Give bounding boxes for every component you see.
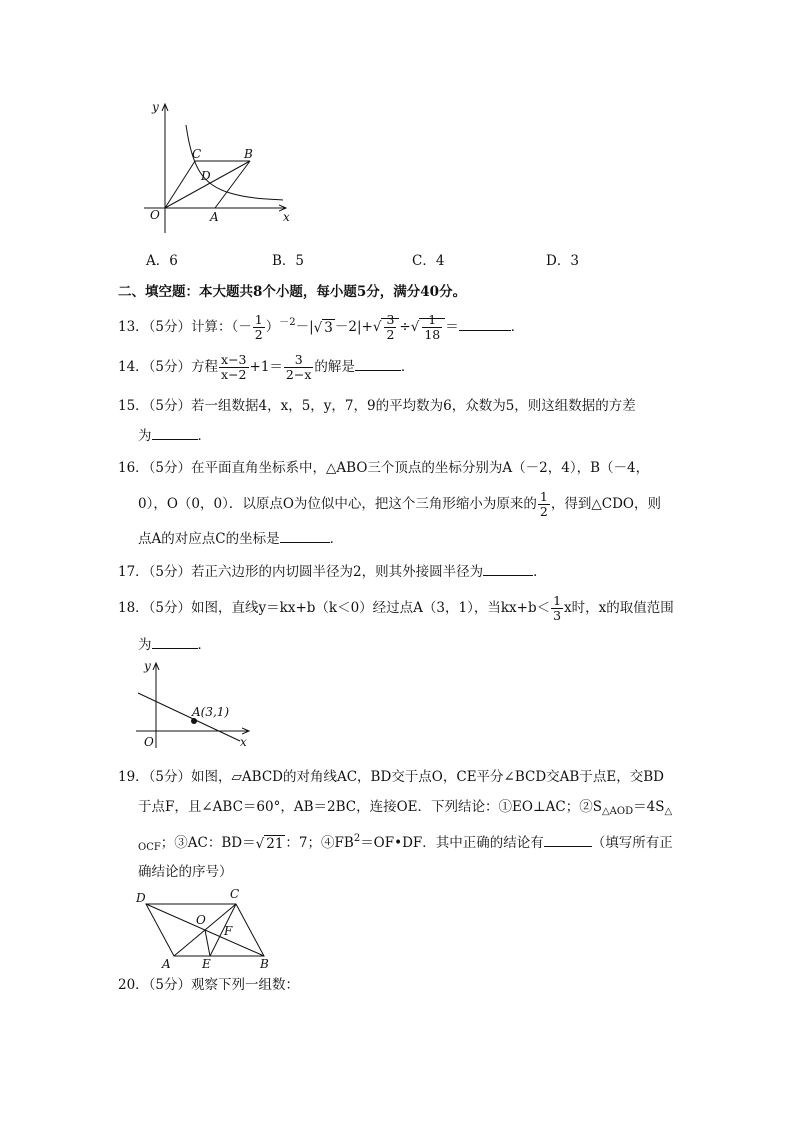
answer-blank[interactable] — [280, 528, 330, 543]
label-y: y — [144, 659, 151, 673]
segment-oe — [205, 930, 210, 956]
option-c: C．4 — [412, 253, 445, 269]
question-20: 20．（5分）观察下列一组数： — [118, 977, 300, 993]
label-e: E — [202, 957, 211, 970]
question-18: 18．（5分）如图，直线y＝kx+b（k＜0）经过点A（3，1），当kx+b＜ $\frac{1}{3}$ x时，x的取值范围 — [118, 593, 674, 623]
segment-ab — [215, 161, 250, 208]
label-c: C — [230, 887, 240, 901]
figure-q12 — [140, 95, 300, 235]
question-19-line2: 于点F，且∠ABC＝60°，AB＝2BC，连接OE．下列结论：①EO⊥AC；$②S_{\triangle AOD}=4S_\triangle$ — [138, 799, 673, 817]
label-a: A — [162, 957, 171, 970]
answer-blank[interactable] — [544, 832, 592, 847]
option-d: D．3 — [546, 253, 579, 269]
option-a: A．6 — [146, 253, 178, 269]
label-o: O — [196, 913, 206, 927]
section-title: 二、填空题：本大题共8个小题，每小题5分，满分40分。 — [118, 284, 467, 300]
label-a: A — [210, 210, 219, 224]
question-14: 14．（5分）方程 $\frac{x-3}{x-2}$ +1＝ $\frac{3}{2-x}$ 的解是 ． — [118, 352, 415, 382]
option-b: B．5 — [272, 253, 305, 269]
question-19-line3: $_{OCF}$；③AC：BD＝√ 21 ：7；$④FB^2=OF•DF$．其中正确的结论有 （填写所有正 — [138, 833, 673, 853]
segment-oc — [165, 161, 195, 208]
question-16-line3: 点A的对应点C的坐标是 ． — [138, 528, 343, 549]
question-19: 19．（5分）如图，▱ABCD的对角线AC，BD交于点O，CE平分∠BCD交AB于点E，交BD — [118, 769, 664, 785]
answer-blank[interactable] — [152, 425, 198, 440]
question-15: 15．（5分）若一组数据4，x，5，y，7，9的平均数为6，众数为5，则这组数据的方差 — [118, 398, 636, 414]
label-b: B — [260, 957, 269, 970]
question-16: 16．（5分）在平面直角坐标系中，△ABO三个顶点的坐标分别为A（－2，4），B（－4， — [118, 460, 650, 476]
answer-blank[interactable] — [152, 634, 198, 649]
answer-blank[interactable] — [459, 316, 511, 331]
label-c: C — [192, 147, 202, 161]
label-b: B — [244, 147, 253, 161]
answer-blank[interactable] — [355, 356, 401, 371]
question-17: 17．（5分）若正六边形的内切圆半径为2，则其外接圆半径为 ． — [118, 561, 547, 582]
label-o: O — [144, 735, 154, 749]
label-d: D — [201, 169, 211, 183]
label-f: F — [224, 924, 233, 938]
question-15-line2: 为 ． — [138, 425, 211, 446]
label-a: A(3,1) — [192, 705, 230, 719]
label-x: x — [283, 210, 290, 224]
question-18-line2: 为 ． — [138, 634, 211, 655]
label-x: x — [240, 735, 247, 749]
question-19-line4: 确结论的序号） — [138, 864, 233, 880]
label-y: y — [152, 100, 159, 114]
label-o: O — [150, 208, 160, 222]
question-16-line2: 0），O（0，0）．以原点O为位似中心，把这个三角形缩小为原来的 $\frac{1}{2}$ ，得到△CDO，则 — [138, 489, 661, 519]
label-d: D — [136, 891, 146, 905]
figure-q19 — [132, 884, 282, 970]
answer-blank[interactable] — [483, 561, 533, 576]
question-13: 13．（5分）计算：（－ $\frac{1}{2}$ ）$^{-2}$－|√ 3 －2|+√ $\frac{3}{2}$ ÷√ $\frac{1}{18}$ ＝ ． — [118, 312, 525, 342]
figure-q18 — [130, 658, 260, 753]
